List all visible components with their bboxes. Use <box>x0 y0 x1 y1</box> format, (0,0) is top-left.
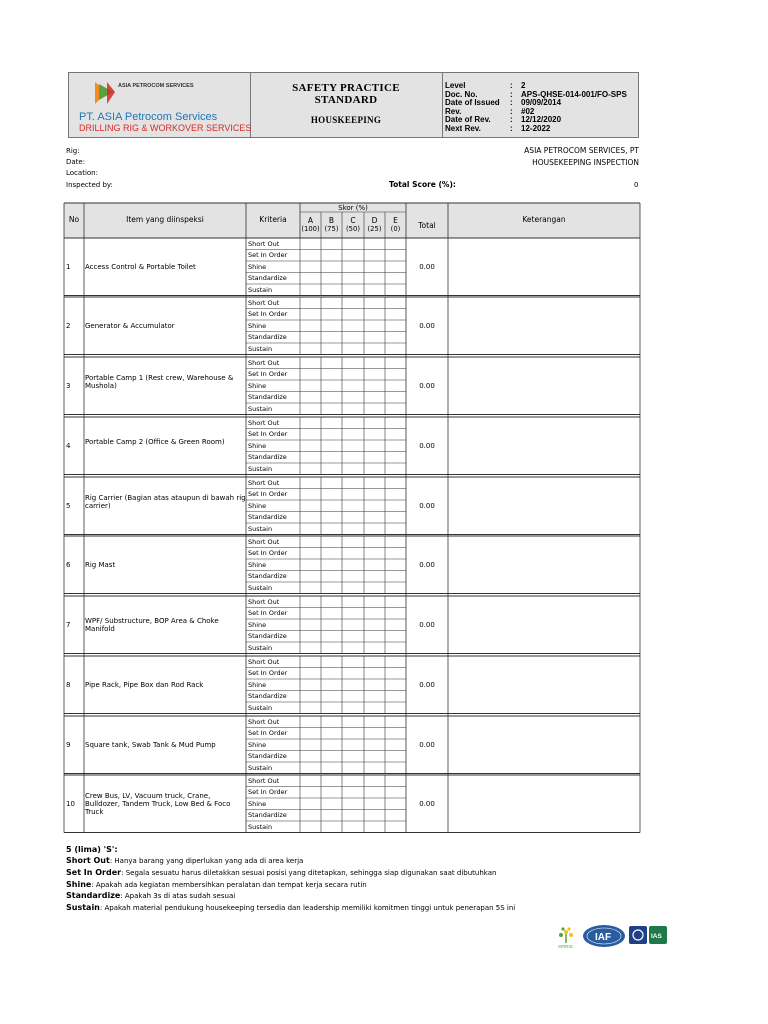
row-criteria-label: Sustain <box>248 822 273 831</box>
meta-value: #02 <box>521 107 535 116</box>
company-right-label: ASIA PETROCOM SERVICES, PT <box>524 146 639 155</box>
legend-term: Sustain <box>66 903 100 912</box>
row-item-name: Rig Mast <box>85 560 116 569</box>
col-header-total: Total <box>418 221 436 230</box>
row-criteria-label: Shine <box>248 680 267 689</box>
score-col-letter: D <box>371 216 378 225</box>
row-number: 4 <box>66 441 71 450</box>
meta-row-date-issued: Date of Issued : 09/09/2014 <box>445 98 562 107</box>
row-criteria-label: Standardize <box>248 453 287 461</box>
row-total: 0.00 <box>419 740 435 749</box>
meta-label: Date of Issued <box>445 98 500 107</box>
row-item-name: Portable Camp 1 (Rest crew, Warehouse & Mushola) <box>85 373 234 390</box>
legend-term: Standardize <box>66 891 121 900</box>
row-criteria-label: Short Out <box>248 478 280 487</box>
row-criteria-label: Standardize <box>248 572 287 580</box>
total-score-label: Total Score (%): <box>389 180 456 189</box>
row-item-name: Pipe Rack, Pipe Box dan Rod Rack <box>85 680 204 689</box>
row-criteria-label: Short Out <box>248 717 280 726</box>
ias-logo-icon <box>629 926 667 944</box>
row-criteria-label: Short Out <box>248 537 280 546</box>
row-criteria-label: Shine <box>248 501 267 510</box>
iaf-wordmark: IAF <box>595 932 612 943</box>
row-criteria-label: Sustain <box>248 344 273 353</box>
row-criteria-label: Sustain <box>248 643 273 652</box>
row-criteria-label: Set In Order <box>248 430 288 438</box>
legend-term: Set In Order <box>66 868 122 877</box>
row-number: 2 <box>66 321 71 330</box>
score-col-pct: (0) <box>390 225 401 233</box>
row-number: 5 <box>66 501 71 510</box>
row-item-name: WPF/ Substructure, BOP Area & Choke Manifold <box>85 616 219 633</box>
row-criteria-label: Standardize <box>248 333 287 341</box>
meta-row-next-rev: Next Rev. : 12-2022 <box>445 124 551 133</box>
row-criteria-label: Short Out <box>248 358 280 367</box>
legend-desc: : Hanya barang yang diperlukan yang ada di area kerja <box>109 857 304 865</box>
meta-row-doc-no: Doc. No. : APS-QHSE-014-001/FO-SPS <box>445 90 627 99</box>
rig-label: Rig: <box>66 147 80 155</box>
row-number: 7 <box>66 620 71 629</box>
company-subtitle: DRILLING RIG & WORKOVER SERVICES <box>79 123 252 133</box>
doc-title-line1: SAFETY PRACTICE <box>292 82 400 94</box>
meta-label: Next Rev. <box>445 124 481 133</box>
row-item-name: Square tank, Swab Tank & Mud Pump <box>85 740 216 749</box>
legend-item-set-in-order <box>66 867 496 879</box>
spiris-logo-icon <box>558 927 573 949</box>
row-number: 1 <box>66 262 71 271</box>
meta-row-rev: Rev. : #02 <box>445 107 535 116</box>
col-header-criteria: Kriteria <box>259 215 287 224</box>
row-criteria-label: Standardize <box>248 632 287 640</box>
row-number: 9 <box>66 740 71 749</box>
row-criteria-label: Short Out <box>248 776 280 785</box>
row-number: 6 <box>66 560 71 569</box>
row-criteria-label: Shine <box>248 740 267 749</box>
row-criteria-label: Shine <box>248 321 267 330</box>
legend-desc: : Apakah ada kegiatan membersihkan peralatan dan tempat kerja secara rutin <box>91 881 367 889</box>
meta-label: Date of Rev. <box>445 115 491 124</box>
col-header-notes: Keterangan <box>522 215 566 224</box>
row-criteria-label: Set In Order <box>248 370 288 378</box>
row-criteria-label: Short Out <box>248 418 280 427</box>
row-total: 0.00 <box>419 381 435 390</box>
row-criteria-label: Standardize <box>248 752 287 760</box>
legend-item-sustain <box>66 902 515 914</box>
company-name: PT. ASIA Petrocom Services <box>79 111 218 123</box>
total-score-value: 0 <box>634 181 639 189</box>
col-header-skor: Skor (%) <box>338 204 368 212</box>
score-col-pct: (75) <box>324 225 339 233</box>
inspected-by-label: Inspected by: <box>66 181 113 189</box>
row-criteria-label: Shine <box>248 381 267 390</box>
row-criteria-label: Standardize <box>248 692 287 700</box>
score-col-letter: E <box>393 216 398 225</box>
row-criteria-label: Shine <box>248 560 267 569</box>
meta-row-level: Level : 2 <box>445 81 526 90</box>
row-criteria-label: Standardize <box>248 513 287 521</box>
legend-desc: : Segala sesuatu harus diletakkan sesuai posisi yang ditetapkan, sehingga siap digunakan saat dibutuhkan <box>121 869 497 877</box>
row-criteria-label: Short Out <box>248 657 280 666</box>
form-name-label: HOUSEKEEPING INSPECTION <box>532 158 639 167</box>
row-criteria-label: Set In Order <box>248 549 288 557</box>
location-label: Location: <box>66 169 98 177</box>
row-item-name: Crew Bus, LV, Vacuum truck, Crane, Bulldozer, Tandem Truck, Low Bed & Foco Truck <box>85 791 231 816</box>
date-label: Date: <box>66 158 86 166</box>
row-number: 8 <box>66 680 71 689</box>
certification-logos <box>554 923 672 949</box>
row-criteria-label: Set In Order <box>248 251 288 259</box>
row-total: 0.00 <box>419 560 435 569</box>
score-col-pct: (25) <box>367 225 382 233</box>
row-criteria-label: Standardize <box>248 811 287 819</box>
spiris-wordmark: SPIRIS <box>558 944 573 949</box>
col-header-no: No <box>68 215 80 224</box>
meta-value: 12/12/2020 <box>521 115 562 124</box>
meta-label: Level <box>445 81 466 90</box>
row-criteria-label: Set In Order <box>248 669 288 677</box>
row-criteria-label: Shine <box>248 441 267 450</box>
row-total: 0.00 <box>419 262 435 271</box>
row-criteria-label: Sustain <box>248 703 273 712</box>
row-criteria-label: Sustain <box>248 524 273 533</box>
row-total: 0.00 <box>419 501 435 510</box>
row-item-name: Portable Camp 2 (Office & Green Room) <box>85 437 225 446</box>
row-item-name: Access Control & Portable Toilet <box>85 262 196 271</box>
row-criteria-label: Set In Order <box>248 788 288 796</box>
row-total: 0.00 <box>419 441 435 450</box>
row-item-name: Generator & Accumulator <box>85 321 175 330</box>
legend-desc: : Apakah 3s di atas sudah sesuai <box>120 892 236 900</box>
row-criteria-label: Shine <box>248 620 267 629</box>
legend-item-short-out <box>66 855 303 867</box>
legend-term: Short Out <box>66 856 110 865</box>
ias-wordmark: IAS <box>651 933 662 940</box>
row-criteria-label: Set In Order <box>248 310 288 318</box>
row-criteria-label: Sustain <box>248 464 273 473</box>
row-number: 3 <box>66 381 71 390</box>
doc-subtitle: HOUSKEEPING <box>310 115 382 125</box>
row-criteria-label: Sustain <box>248 285 273 294</box>
row-criteria-label: Shine <box>248 799 267 808</box>
meta-label: Rev. <box>445 107 462 116</box>
row-item-name: Rig Carrier (Bagian atas ataupun di bawah rig carrier) <box>85 493 246 510</box>
meta-value: 09/09/2014 <box>521 98 562 107</box>
row-criteria-label: Standardize <box>248 393 287 401</box>
legend-item-standardize <box>66 890 235 902</box>
row-criteria-label: Set In Order <box>248 609 288 617</box>
row-criteria-label: Short Out <box>248 239 280 248</box>
row-criteria-label: Standardize <box>248 274 287 282</box>
logo-wordmark: ASIA PETROCOM SERVICES <box>118 83 194 89</box>
row-criteria-label: Sustain <box>248 404 273 413</box>
doc-title-line2: STANDARD <box>314 94 378 106</box>
score-col-letter: A <box>307 216 314 225</box>
legend-desc: : Apakah material pendukung housekeeping tersedia dan leadership memiliki komitmen tinggi untuk penerapan 5S ini <box>99 904 516 912</box>
row-total: 0.00 <box>419 321 435 330</box>
score-col-pct: (100) <box>301 225 320 233</box>
meta-value: APS-QHSE-014-001/FO-SPS <box>521 90 627 99</box>
row-criteria-label: Short Out <box>248 298 280 307</box>
row-criteria-label: Set In Order <box>248 729 288 737</box>
legend-term: Shine <box>66 880 92 889</box>
col-header-item: Item yang diinspeksi <box>126 215 204 224</box>
row-criteria-label: Sustain <box>248 763 273 772</box>
legend-heading: 5 (lima) 'S': <box>66 845 118 854</box>
score-col-letter: B <box>328 216 335 225</box>
meta-row-date-rev: Date of Rev. : 12/12/2020 <box>445 115 562 124</box>
row-number: 10 <box>66 799 75 808</box>
row-total: 0.00 <box>419 799 435 808</box>
row-criteria-label: Sustain <box>248 583 273 592</box>
row-criteria-label: Set In Order <box>248 490 288 498</box>
score-col-pct: (50) <box>346 225 360 233</box>
row-total: 0.00 <box>419 620 435 629</box>
meta-value: 12-2022 <box>521 124 551 133</box>
row-criteria-label: Shine <box>248 262 267 271</box>
iaf-logo-icon <box>583 925 625 947</box>
row-criteria-label: Short Out <box>248 597 280 606</box>
score-col-letter: C <box>350 216 356 225</box>
meta-value: 2 <box>521 81 526 90</box>
meta-label: Doc. No. <box>445 90 478 99</box>
row-total: 0.00 <box>419 680 435 689</box>
